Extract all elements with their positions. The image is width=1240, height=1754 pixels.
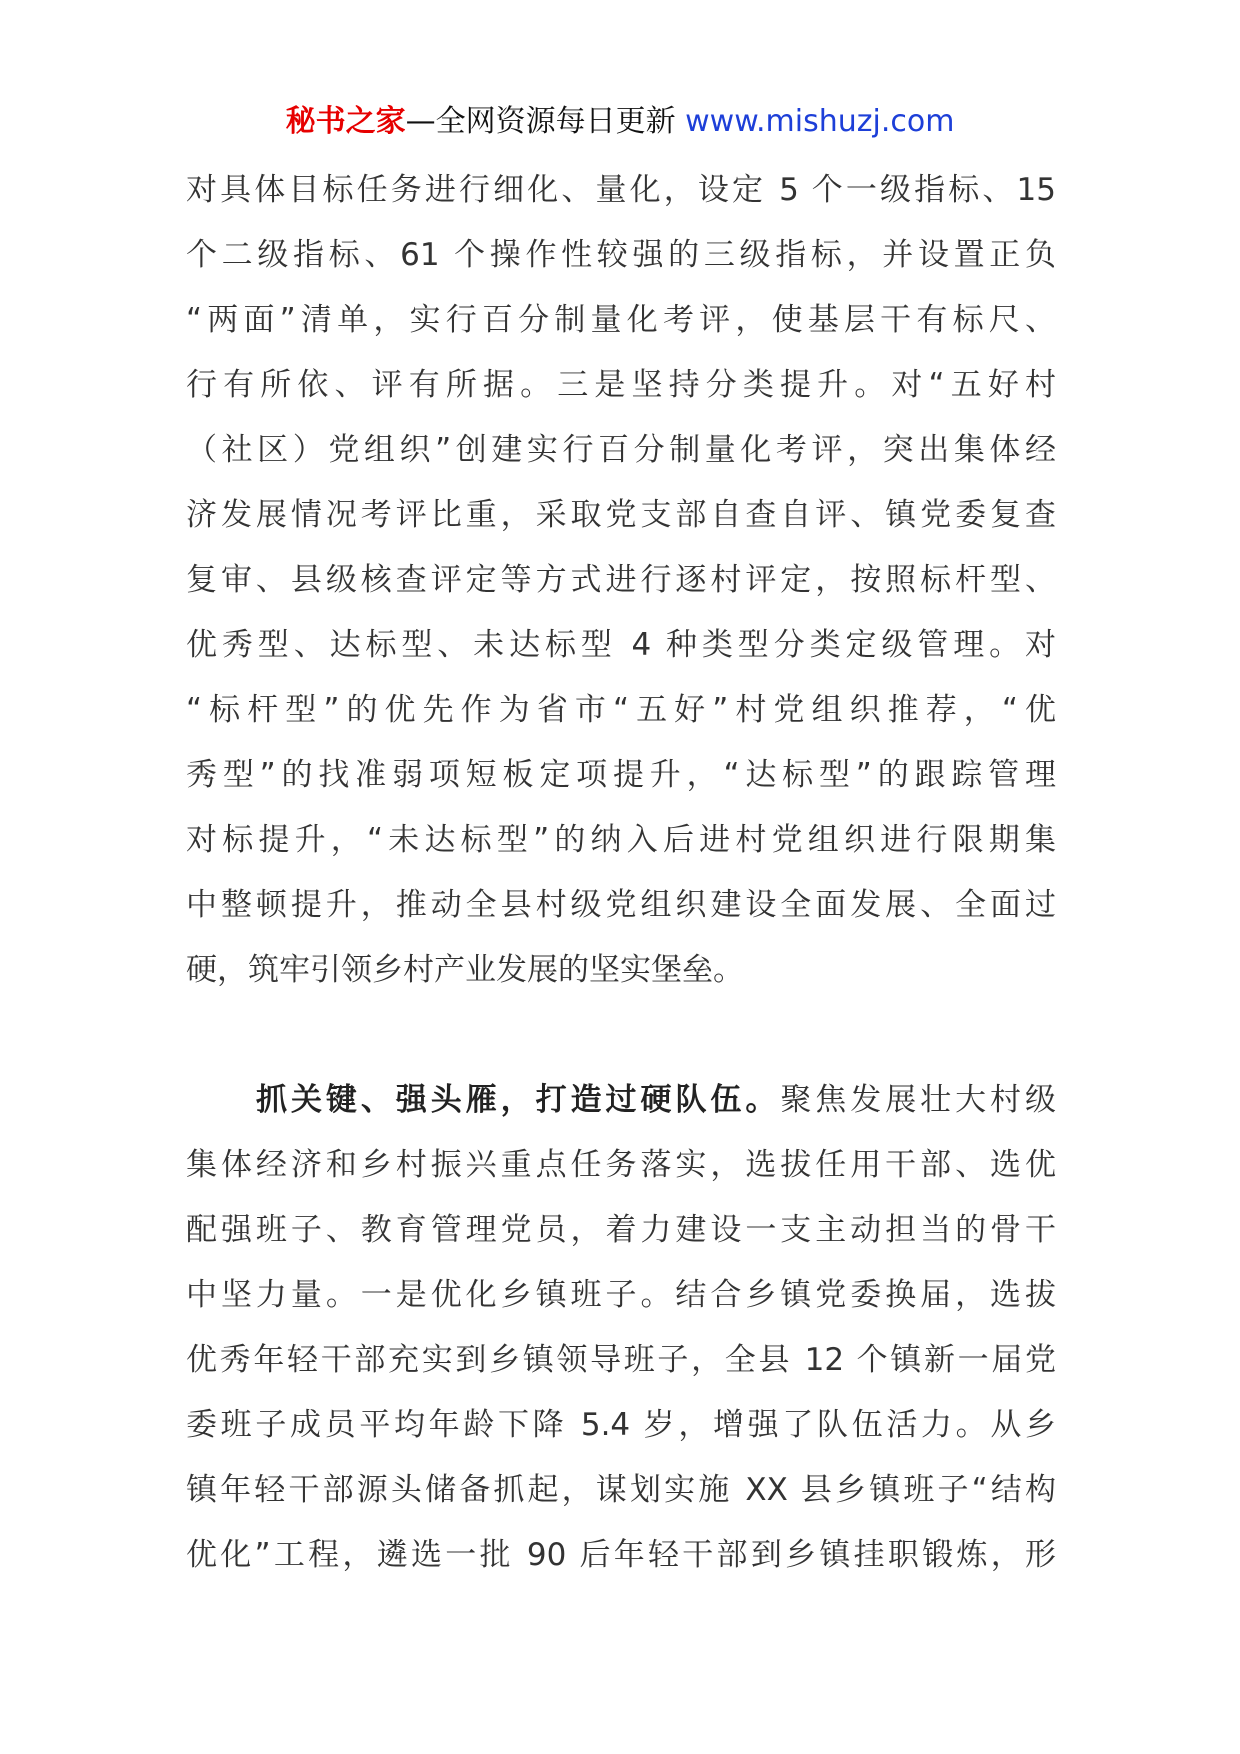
site-tagline: —全网资源每日更新: [405, 104, 676, 139]
paragraph-spacer: [186, 1003, 1056, 1068]
paragraph-heading: 抓关键、强头雁，打造过硬队伍。: [256, 1082, 781, 1118]
paragraph-2-first-line: [186, 1068, 1056, 1133]
text-line: 优秀年轻干部充实到乡镇领导班子，全县 12 个镇新一届党: [186, 1342, 1056, 1378]
text-line: 对具体目标任务进行细化、量化，设定 5 个一级指标、15: [186, 172, 1056, 208]
text-line: 秀型”的找准弱项短板定项提升，“达标型”的跟踪管理: [186, 757, 1056, 793]
text-line: 硬，筑牢引领乡村产业发展的坚实堡垒。: [186, 952, 744, 988]
text-line: 优化”工程，遴选一批 90 后年轻干部到乡镇挂职锻炼，形: [186, 1537, 1056, 1573]
text-line: 复审、县级核查评定等方式进行逐村评定，按照标杆型、: [186, 562, 1056, 598]
text-run: 聚焦发展壮大村级: [780, 1082, 1057, 1118]
paragraph-2: [186, 1068, 1056, 1588]
text-line: 行有所依、评有所据。三是坚持分类提升。对“五好村: [186, 367, 1056, 403]
document-body: [186, 158, 1056, 1588]
text-line: 中坚力量。一是优化乡镇班子。结合乡镇党委换届，选拔: [186, 1277, 1056, 1313]
site-brand: 秘书之家: [285, 104, 406, 139]
text-line: 配强班子、教育管理党员，着力建设一支主动担当的骨干: [186, 1212, 1056, 1248]
text-line: 济发展情况考评比重，采取党支部自查自评、镇党委复查: [186, 497, 1056, 533]
text-line: 优秀型、达标型、未达标型 4 种类型分类定级管理。对: [186, 627, 1056, 663]
text-line: “两面”清单，实行百分制量化考评，使基层干有标尺、: [186, 302, 1056, 338]
site-header: [0, 102, 1240, 142]
text-line: 镇年轻干部源头储备抓起，谋划实施 XX 县乡镇班子“结构: [186, 1472, 1056, 1508]
text-line: 集体经济和乡村振兴重点任务落实，选拔任用干部、选优: [186, 1147, 1056, 1183]
paragraph-1: [186, 158, 1056, 1003]
text-line: 委班子成员平均年龄下降 5.4 岁，增强了队伍活力。从乡: [186, 1407, 1056, 1443]
text-line: “标杆型”的优先作为省市“五好”村党组织推荐，“优: [186, 692, 1056, 728]
text-line: 对标提升，“未达标型”的纳入后进村党组织进行限期集: [186, 822, 1056, 858]
text-line: （社区）党组织”创建实行百分制量化考评，突出集体经: [186, 432, 1056, 468]
text-line: 个二级指标、61 个操作性较强的三级指标，并设置正负: [186, 237, 1056, 273]
site-url-link[interactable]: www.mishuzj.com: [685, 104, 955, 139]
text-line: 中整顿提升，推动全县村级党组织建设全面发展、全面过: [186, 887, 1056, 923]
